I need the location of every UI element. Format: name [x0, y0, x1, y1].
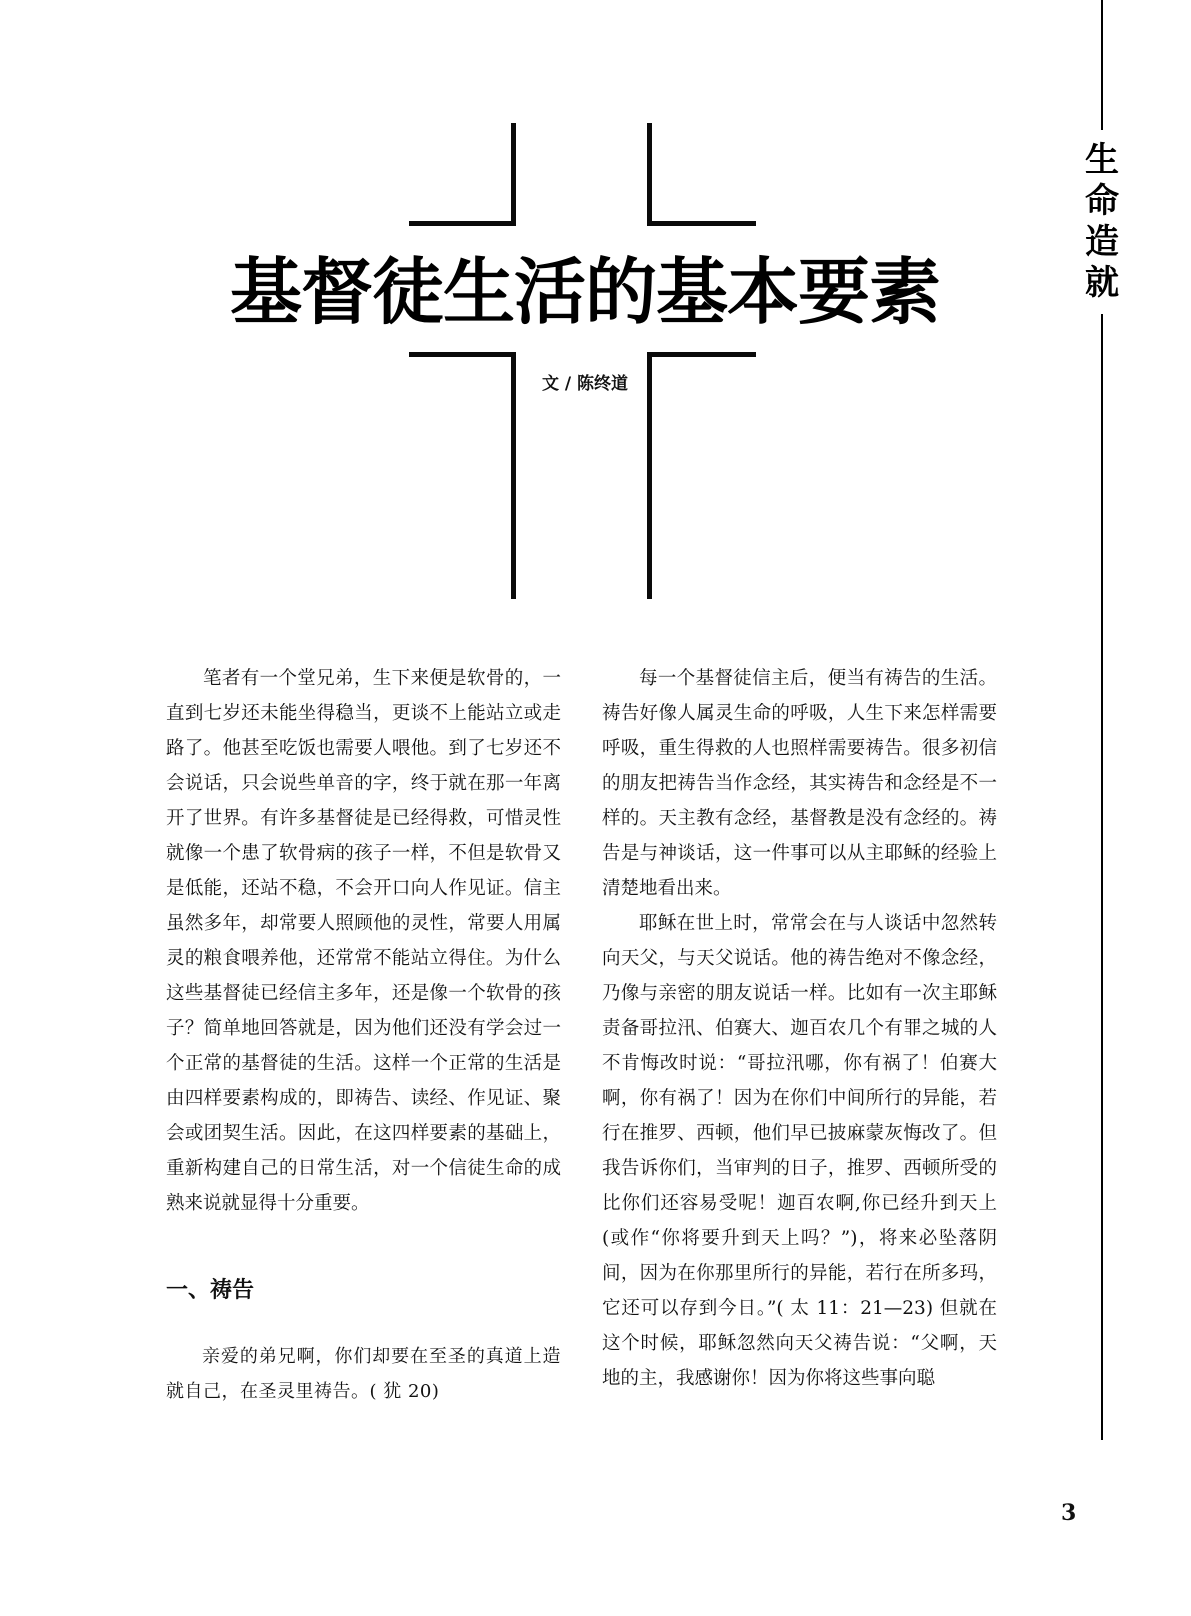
cross-line-right-lower-horizontal — [647, 352, 756, 357]
cross-line-right-upper-horizontal — [647, 221, 756, 226]
text-column-left — [166, 661, 561, 1409]
text-column-right — [602, 661, 997, 1396]
section-heading-prayer: 一、祷告 — [166, 1278, 255, 1303]
body-paragraph: 耶稣在世上时，常常会在与人谈话中忽然转向天父，与天父说话。他的祷告绝对不像念经，乃像与亲密的朋友说话一样。比如有一次主耶稣责备哥拉汛、伯赛大、迦百农几个有罪之城的人不肯悔改时说：“哥拉汛哪，你有祸了！伯赛大啊，你有祸了！因为在你们中间所行的异能，若行在推罗、西顿，他们早已披麻蒙灰悔改了。但我告诉你们，当审判的日子，推罗、西顿所受的比你们还容易受呢！迦百农啊,你已经升到天上(或作“你将要升到天上吗？”)，将来必坠落阴间，因为在你那里所行的异能，若行在所多玛，它还可以存到今日。”( 太 11：21—23) 但就在这个时候，耶稣忽然向天父祷告说：“父啊，天地的主，我感谢你！因为你将这些事向聪 — [602, 913, 997, 1389]
intro-paragraph: 笔者有一个堂兄弟，生下来便是软骨的，一直到七岁还未能坐得稳当，更谈不上能站立或走路了。他甚至吃饭也需要人喂他。到了七岁还不会说话，只会说些单音的字，终于就在那一年离开了世界。有许多基督徒是已经得救，可惜灵性就像一个患了软骨病的孩子一样，不但是软骨又是低能，还站不稳，不会开口向人作见证。信主虽然多年，却常要人照顾他的灵性，常要人用属灵的粮食喂养他，还常常不能站立得住。为什么这些基督徒已经信主多年，还是像一个软骨的孩子？简单地回答就是，因为他们还没有学会过一个正常的基督徒的生活。这样一个正常的生活是由四样要素构成的，即祷告、读经、作见证、聚会或团契生活。因此，在这四样要素的基础上，重新构建自己的日常生活，对一个信徒生命的成熟来说就显得十分重要。 — [166, 668, 561, 1214]
page-number: 3 — [1061, 1500, 1077, 1526]
scripture-quote: 亲爱的弟兄啊，你们却要在至圣的真道上造就自己，在圣灵里祷告。( 犹 20) — [166, 1346, 561, 1402]
body-paragraph: 每一个基督徒信主后，便当有祷告的生活。祷告好像人属灵生命的呼吸，人生下来怎样需要呼吸，重生得救的人也照样需要祷告。很多初信的朋友把祷告当作念经，其实祷告和念经是不一样的。天主教有念经，基督教是没有念经的。祷告是与神谈话，这一件事可以从主耶稣的经验上清楚地看出来。 — [602, 668, 997, 899]
cross-line-left-lower-horizontal — [409, 352, 516, 357]
cross-line-right-lower-vertical — [647, 352, 652, 599]
article-title: 基督徒生活的基本要素 — [229, 250, 940, 334]
cross-line-right-upper-vertical — [647, 123, 652, 226]
section-tag: 生命造就 — [1082, 130, 1122, 314]
cross-line-left-upper-horizontal — [409, 221, 516, 226]
cross-line-left-lower-vertical — [511, 352, 516, 599]
cross-line-left-upper-vertical — [511, 123, 516, 226]
author-byline: 文 / 陈终道 — [541, 374, 629, 394]
